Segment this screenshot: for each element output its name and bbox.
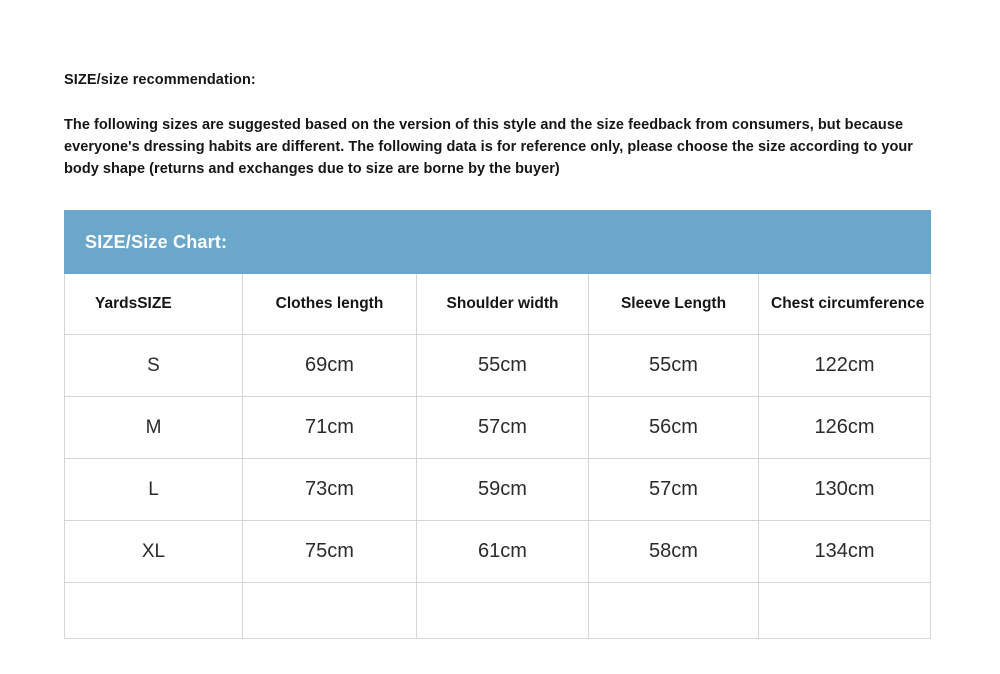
column-header-shoulder-width: Shoulder width <box>417 274 589 335</box>
table-row <box>65 521 931 583</box>
intro-paragraph: The following sizes are suggested based on the version of this style and the size feedback from consumers, but because everyone's dressing habits are different. The following data is for reference only, please choose the size according to your body shape (returns and exchanges due to size are borne by the buyer) <box>64 117 913 178</box>
column-header-clothes-length: Clothes length <box>243 274 417 335</box>
cell-shoulder-width: 59cm <box>417 459 589 521</box>
column-header-chest-circumference: Chest circumference <box>759 274 931 335</box>
size-table-container <box>64 210 930 639</box>
cell-sleeve-length: 56cm <box>589 397 759 459</box>
table-row <box>65 459 931 521</box>
banner-label: SIZE/Size Chart: <box>85 231 228 252</box>
cell-clothes-length <box>243 583 417 639</box>
cell-sleeve-length: 58cm <box>589 521 759 583</box>
cell-size: L <box>65 459 243 521</box>
cell-size: M <box>65 397 243 459</box>
cell-clothes-length: 71cm <box>243 397 417 459</box>
cell-clothes-length: 75cm <box>243 521 417 583</box>
column-header-size: YardsSIZE <box>65 274 243 335</box>
cell-shoulder-width <box>417 583 589 639</box>
table-header-row <box>65 274 931 335</box>
cell-clothes-length: 73cm <box>243 459 417 521</box>
cell-shoulder-width: 61cm <box>417 521 589 583</box>
column-header-sleeve-length: Sleeve Length <box>589 274 759 335</box>
cell-size <box>65 583 243 639</box>
page-title: SIZE/size recommendation: <box>64 72 256 88</box>
size-table <box>64 210 931 639</box>
cell-shoulder-width: 57cm <box>417 397 589 459</box>
cell-size: S <box>65 335 243 397</box>
cell-chest-circumference: 126cm <box>759 397 931 459</box>
cell-shoulder-width: 55cm <box>417 335 589 397</box>
cell-sleeve-length: 55cm <box>589 335 759 397</box>
cell-chest-circumference: 134cm <box>759 521 931 583</box>
cell-size: XL <box>65 521 243 583</box>
cell-chest-circumference <box>759 583 931 639</box>
table-row <box>65 397 931 459</box>
table-banner-row <box>65 211 931 274</box>
table-row-empty <box>65 583 931 639</box>
cell-sleeve-length: 57cm <box>589 459 759 521</box>
cell-chest-circumference: 130cm <box>759 459 931 521</box>
banner-cell <box>65 211 931 274</box>
table-row <box>65 335 931 397</box>
cell-clothes-length: 69cm <box>243 335 417 397</box>
cell-chest-circumference: 122cm <box>759 335 931 397</box>
cell-sleeve-length <box>589 583 759 639</box>
